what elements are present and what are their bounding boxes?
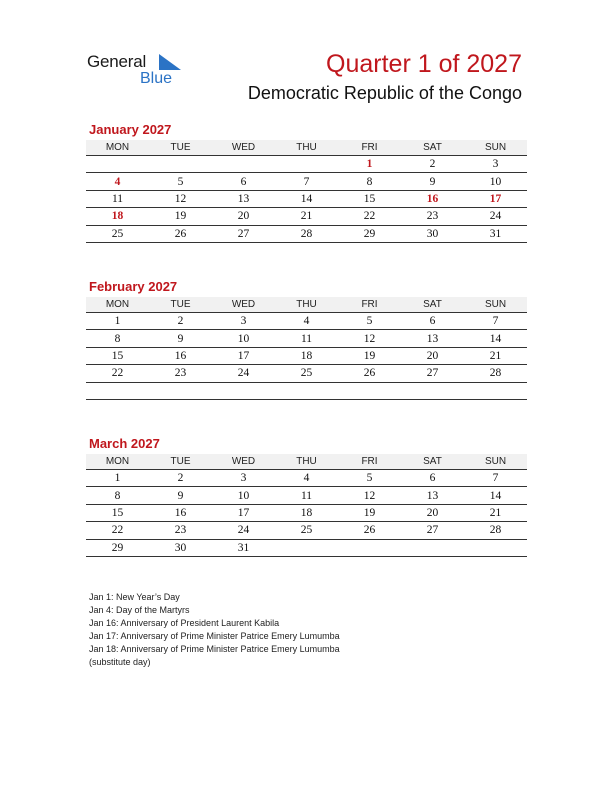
day-cell: 13 — [401, 330, 464, 347]
day-cell: 2 — [401, 156, 464, 173]
weekday-header: SAT — [423, 142, 442, 153]
week-row — [86, 365, 527, 382]
day-cell: 10 — [212, 487, 275, 504]
month-title: March 2027 — [89, 436, 160, 451]
day-cell: 13 — [401, 487, 464, 504]
day-cell: 24 — [212, 522, 275, 539]
day-cell: 20 — [401, 504, 464, 521]
day-cell: 5 — [149, 173, 212, 190]
day-cell — [275, 539, 338, 556]
week-row — [86, 347, 527, 364]
day-cell: 1 — [86, 470, 149, 487]
weekday-header: MON — [105, 299, 130, 310]
page-title: Quarter 1 of 2027 — [326, 50, 522, 78]
day-cell: 9 — [401, 173, 464, 190]
day-cell: 20 — [212, 208, 275, 225]
weekday-header: MON — [105, 456, 130, 467]
day-cell: 8 — [86, 487, 149, 504]
day-cell: 26 — [338, 365, 401, 382]
month-title: January 2027 — [89, 122, 172, 137]
day-cell: 15 — [86, 347, 149, 364]
weekday-header: MON — [105, 142, 130, 153]
day-cell: 30 — [401, 225, 464, 242]
week-row — [86, 487, 527, 504]
day-cell — [275, 382, 338, 399]
holiday-note: Jan 1: New Year’s Day — [89, 592, 180, 602]
day-cell: 18 — [275, 504, 338, 521]
week-row — [86, 190, 527, 207]
day-cell: 22 — [86, 365, 149, 382]
weekday-header: FRI — [361, 142, 378, 153]
day-cell: 23 — [149, 522, 212, 539]
day-cell: 19 — [149, 208, 212, 225]
day-cell: 31 — [212, 539, 275, 556]
day-cell: 12 — [338, 487, 401, 504]
day-cell: 30 — [149, 539, 212, 556]
day-cell: 29 — [338, 225, 401, 242]
day-cell: 3 — [464, 156, 527, 173]
weekday-header: FRI — [361, 456, 378, 467]
month-february — [86, 279, 527, 400]
day-cell: 27 — [401, 365, 464, 382]
day-cell: 7 — [464, 470, 527, 487]
weekday-header-row — [86, 454, 527, 470]
holiday-notes — [89, 591, 340, 670]
month-march — [86, 436, 527, 557]
day-cell — [86, 156, 149, 173]
day-cell: 21 — [464, 347, 527, 364]
day-cell: 25 — [275, 365, 338, 382]
country-name: Democratic Republic of the Congo — [247, 83, 522, 103]
day-cell: 16 — [149, 347, 212, 364]
week-row — [86, 173, 527, 190]
day-cell — [338, 539, 401, 556]
day-cell: 9 — [149, 330, 212, 347]
day-cell: 31 — [464, 225, 527, 242]
day-cell: 13 — [212, 190, 275, 207]
holiday-note: Jan 17: Anniversary of Prime Minister Patrice Emery Lumumba — [89, 631, 340, 642]
week-row — [86, 504, 527, 521]
weekday-header: SAT — [423, 456, 442, 467]
month-january — [86, 122, 527, 243]
day-cell: 10 — [212, 330, 275, 347]
day-cell: 16 — [149, 504, 212, 521]
day-cell: 18 — [86, 208, 149, 225]
holiday-note: Jan 18: Anniversary of Prime Minister Patrice Emery Lumumba — [89, 644, 340, 655]
day-cell: 8 — [86, 330, 149, 347]
day-cell — [275, 156, 338, 173]
day-cell: 3 — [212, 313, 275, 330]
day-cell: 17 — [212, 504, 275, 521]
weekday-header-row — [86, 140, 527, 156]
week-row — [86, 225, 527, 242]
day-cell — [212, 156, 275, 173]
day-cell: 14 — [464, 330, 527, 347]
weekday-header: TUE — [170, 456, 191, 467]
weekday-header: TUE — [170, 299, 191, 310]
weekday-header: SUN — [484, 142, 507, 153]
day-cell: 14 — [275, 190, 338, 207]
day-cell: 21 — [275, 208, 338, 225]
weekday-header-row — [86, 297, 527, 313]
day-cell: 12 — [149, 190, 212, 207]
day-cell: 28 — [464, 522, 527, 539]
day-cell — [464, 539, 527, 556]
day-cell — [401, 539, 464, 556]
weekday-header: SUN — [484, 299, 507, 310]
day-cell: 27 — [401, 522, 464, 539]
day-cell: 2 — [149, 470, 212, 487]
day-cell: 10 — [464, 173, 527, 190]
day-cell: 27 — [212, 225, 275, 242]
day-cell: 28 — [275, 225, 338, 242]
logo-general-text: General — [87, 52, 147, 71]
weekday-header: FRI — [361, 299, 378, 310]
calendar-table — [86, 454, 527, 557]
week-row — [86, 522, 527, 539]
day-cell: 23 — [149, 365, 212, 382]
day-cell: 5 — [338, 470, 401, 487]
day-cell: 3 — [212, 470, 275, 487]
weekday-header: TUE — [170, 142, 191, 153]
day-cell: 12 — [338, 330, 401, 347]
holiday-note: Jan 4: Day of the Martyrs — [89, 605, 190, 616]
day-cell: 22 — [338, 208, 401, 225]
weekday-header: THU — [296, 142, 317, 153]
day-cell: 4 — [275, 470, 338, 487]
day-cell: 19 — [338, 504, 401, 521]
day-cell: 26 — [149, 225, 212, 242]
day-cell: 22 — [86, 522, 149, 539]
day-cell: 4 — [86, 173, 149, 190]
day-cell: 17 — [464, 190, 527, 207]
weekday-header: THU — [296, 456, 317, 467]
day-cell: 6 — [401, 470, 464, 487]
week-row — [86, 539, 527, 556]
week-row — [86, 208, 527, 225]
day-cell: 24 — [212, 365, 275, 382]
day-cell: 1 — [338, 156, 401, 173]
weekday-header: WED — [231, 142, 256, 153]
logo-blue-text: Blue — [140, 70, 173, 87]
day-cell: 18 — [275, 347, 338, 364]
holiday-note: Jan 16: Anniversary of President Laurent Kabila — [89, 618, 280, 629]
logo — [87, 52, 187, 92]
weekday-header: WED — [231, 299, 256, 310]
day-cell — [401, 382, 464, 399]
week-row — [86, 313, 527, 330]
day-cell: 7 — [464, 313, 527, 330]
day-cell: 4 — [275, 313, 338, 330]
day-cell: 1 — [86, 313, 149, 330]
day-cell: 21 — [464, 504, 527, 521]
day-cell: 6 — [212, 173, 275, 190]
day-cell: 15 — [338, 190, 401, 207]
weekday-header: WED — [231, 456, 256, 467]
day-cell: 15 — [86, 504, 149, 521]
day-cell: 11 — [86, 190, 149, 207]
weekday-header: THU — [296, 299, 317, 310]
week-row — [86, 382, 527, 399]
day-cell: 2 — [149, 313, 212, 330]
day-cell: 16 — [401, 190, 464, 207]
calendar-table — [86, 140, 527, 243]
day-cell — [86, 382, 149, 399]
day-cell: 25 — [86, 225, 149, 242]
day-cell: 11 — [275, 487, 338, 504]
day-cell: 20 — [401, 347, 464, 364]
day-cell: 23 — [401, 208, 464, 225]
day-cell: 5 — [338, 313, 401, 330]
logo-flag-icon — [159, 54, 181, 70]
day-cell: 17 — [212, 347, 275, 364]
day-cell — [149, 156, 212, 173]
month-title: February 2027 — [89, 279, 178, 294]
weekday-header: SAT — [423, 299, 442, 310]
weekday-header: SUN — [484, 456, 507, 467]
day-cell: 9 — [149, 487, 212, 504]
day-cell: 6 — [401, 313, 464, 330]
week-row — [86, 330, 527, 347]
day-cell — [212, 382, 275, 399]
day-cell: 19 — [338, 347, 401, 364]
day-cell: 28 — [464, 365, 527, 382]
day-cell: 25 — [275, 522, 338, 539]
day-cell: 29 — [86, 539, 149, 556]
week-row — [86, 470, 527, 487]
calendar-table — [86, 297, 527, 400]
day-cell: 7 — [275, 173, 338, 190]
day-cell: 26 — [338, 522, 401, 539]
week-row — [86, 156, 527, 173]
day-cell: 11 — [275, 330, 338, 347]
day-cell: 24 — [464, 208, 527, 225]
day-cell: 14 — [464, 487, 527, 504]
day-cell — [338, 382, 401, 399]
day-cell: 8 — [338, 173, 401, 190]
day-cell — [149, 382, 212, 399]
holiday-note: (substitute day) — [89, 657, 151, 668]
day-cell — [464, 382, 527, 399]
